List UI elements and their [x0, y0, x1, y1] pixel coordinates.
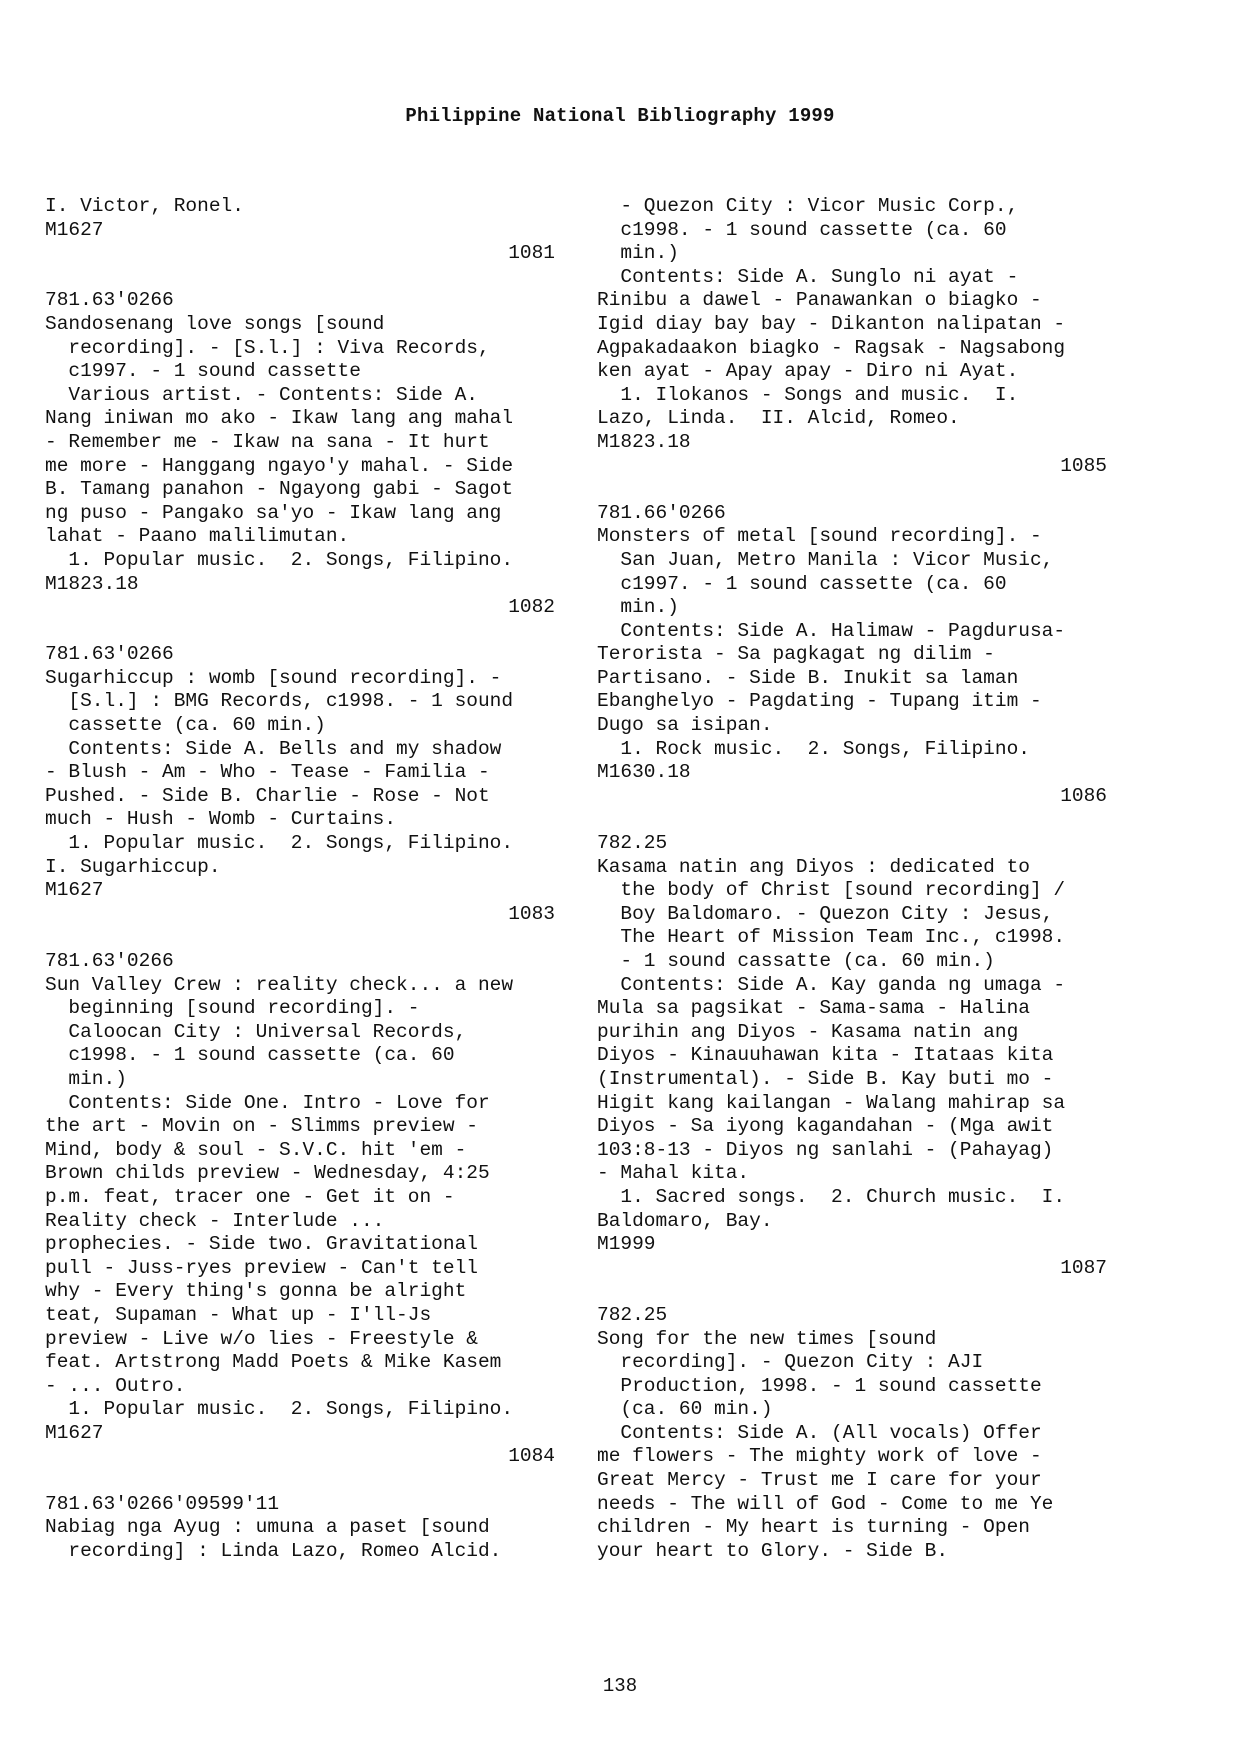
text-line: - Mahal kita. [597, 1162, 750, 1185]
text-line: Partisano. - Side B. Inukit sa laman [597, 666, 1019, 689]
text-line: min.) [597, 242, 679, 265]
text-line: recording]. - Quezon City : AJI [597, 1351, 984, 1374]
text-line: Boy Baldomaro. - Quezon City : Jesus, [597, 902, 1054, 925]
text-line: Contents: Side A. Kay ganda ng umaga - [597, 973, 1066, 996]
text-line: M1627 [45, 879, 104, 902]
entry-number: 1081 [508, 242, 555, 265]
blank-line [45, 926, 555, 950]
text-line: 782.25 [597, 1303, 668, 1326]
text-line: pull - Juss-ryes preview - Can't tell [45, 1256, 478, 1279]
text-line: Pushed. - Side B. Charlie - Rose - Not [45, 784, 490, 807]
text-line: - ... Outro. [45, 1374, 186, 1397]
text-line: teat, Supaman - What up - I'll-Js [45, 1303, 432, 1326]
entry-number: 1084 [508, 1445, 555, 1468]
text-line: 781.63'0266'09599'11 [45, 1492, 280, 1515]
text-line: (Instrumental). - Side B. Kay buti mo - [597, 1067, 1054, 1090]
text-line: M1823.18 [45, 572, 139, 595]
text-line: M1627 [45, 1421, 104, 1444]
left-column [45, 195, 555, 1563]
text-line: preview - Live w/o lies - Freestyle & [45, 1327, 478, 1350]
text-line: I. Sugarhiccup. [45, 855, 221, 878]
blank-line [45, 620, 555, 644]
blank-line [597, 808, 1107, 832]
text-line: 1. Rock music. 2. Songs, Filipino. [597, 737, 1030, 760]
text-line: (ca. 60 min.) [597, 1398, 773, 1421]
entry-number: 1085 [1060, 454, 1107, 477]
entry-number: 1087 [1060, 1256, 1107, 1279]
blank-line [597, 478, 1107, 502]
text-line: me more - Hanggang ngayo'y mahal. - Side [45, 454, 514, 477]
text-line: the art - Movin on - Slimms preview - [45, 1115, 478, 1138]
page-number: 138 [602, 1675, 638, 1697]
text-line: The Heart of Mission Team Inc., c1998. [597, 926, 1066, 949]
page-title: Philippine National Bibliography 1999 [405, 105, 835, 127]
text-line: feat. Artstrong Madd Poets & Mike Kasem [45, 1351, 502, 1374]
text-line: Contents: Side A. (All vocals) Offer [597, 1421, 1042, 1444]
text-line: 103:8-13 - Diyos ng sanlahi - (Pahayag) [597, 1138, 1054, 1161]
text-line: Sugarhiccup : womb [sound recording]. - [45, 666, 502, 689]
text-line: recording] : Linda Lazo, Romeo Alcid. [45, 1539, 502, 1562]
text-line: Higit kang kailangan - Walang mahirap sa [597, 1091, 1066, 1114]
entry-number: 1083 [508, 902, 555, 925]
text-line: children - My heart is turning - Open [597, 1516, 1030, 1539]
text-line: M1630.18 [597, 761, 691, 784]
text-line: San Juan, Metro Manila : Vicor Music, [597, 548, 1054, 571]
text-line: Sun Valley Crew : reality check... a new [45, 973, 514, 996]
text-line: needs - The will of God - Come to me Ye [597, 1492, 1054, 1515]
text-line: ken ayat - Apay apay - Diro ni Ayat. [597, 360, 1019, 383]
text-line: min.) [597, 596, 679, 619]
text-line: Contents: Side A. Sunglo ni ayat - [597, 265, 1019, 288]
text-line: Dugo sa isipan. [597, 714, 773, 737]
text-line: Nang iniwan mo ako - Ikaw lang ang mahal [45, 407, 514, 430]
text-line: Diyos - Sa iyong kagandahan - (Mga awit [597, 1115, 1054, 1138]
text-line: Baldomaro, Bay. [597, 1209, 773, 1232]
text-line: prophecies. - Side two. Gravitational [45, 1233, 478, 1256]
blank-line [45, 266, 555, 290]
text-line: p.m. feat, tracer one - Get it on - [45, 1185, 455, 1208]
text-line: c1997. - 1 sound cassette (ca. 60 [597, 572, 1007, 595]
entry-number: 1082 [508, 596, 555, 619]
text-line: min.) [45, 1067, 127, 1090]
text-line: 781.63'0266 [45, 643, 174, 666]
text-line: Contents: Side A. Bells and my shadow [45, 737, 502, 760]
text-line: me flowers - The mighty work of love - [597, 1445, 1042, 1468]
text-line: Terorista - Sa pagkagat ng dilim - [597, 643, 995, 666]
text-line: - 1 sound cassatte (ca. 60 min.) [597, 950, 995, 972]
text-line: 1. Popular music. 2. Songs, Filipino. [45, 1398, 514, 1421]
text-line: Ebanghelyo - Pagdating - Tupang itim - [597, 690, 1042, 713]
text-line: Great Mercy - Trust me I care for your [597, 1469, 1042, 1492]
text-line: Nabiag nga Ayug : umuna a paset [sound [45, 1516, 490, 1539]
text-line: Contents: Side One. Intro - Love for [45, 1091, 490, 1114]
text-line: B. Tamang panahon - Ngayong gabi - Sagot [45, 478, 514, 501]
text-line: much - Hush - Womb - Curtains. [45, 808, 397, 831]
text-line: recording]. - [S.l.] : Viva Records, [45, 336, 490, 359]
text-line: Mind, body & soul - S.V.C. hit 'em - [45, 1138, 467, 1161]
text-line: - Blush - Am - Who - Tease - Familia - [45, 761, 490, 784]
text-line: 781.66'0266 [597, 501, 726, 524]
text-line: Sandosenang love songs [sound [45, 312, 385, 335]
text-line: Reality check - Interlude ... [45, 1209, 385, 1232]
text-line: 1. Popular music. 2. Songs, Filipino. [45, 832, 514, 855]
text-line: Mula sa pagsikat - Sama-sama - Halina [597, 997, 1030, 1020]
text-line: I. Victor, Ronel. [45, 195, 244, 217]
text-line: Various artist. - Contents: Side A. [45, 383, 478, 406]
right-column [597, 195, 1107, 1563]
text-line: purihin ang Diyos - Kasama natin ang [597, 1020, 1019, 1043]
text-line: the body of Christ [sound recording] / [597, 879, 1066, 902]
text-line: Kasama natin ang Diyos : dedicated to [597, 855, 1030, 878]
text-line: Agpakadaakon biagko - Ragsak - Nagsabong [597, 336, 1066, 359]
text-line: [S.l.] : BMG Records, c1998. - 1 sound [45, 690, 514, 713]
text-line: why - Every thing's gonna be alright [45, 1280, 467, 1303]
text-line: - Quezon City : Vicor Music Corp., [597, 195, 1019, 217]
entry-number: 1086 [1060, 784, 1107, 807]
text-line: Lazo, Linda. II. Alcid, Romeo. [597, 407, 960, 430]
text-line: Brown childs preview - Wednesday, 4:25 [45, 1162, 490, 1185]
text-line: 781.63'0266 [45, 289, 174, 312]
text-line: Monsters of metal [sound recording]. - [597, 525, 1042, 548]
text-line: c1998. - 1 sound cassette (ca. 60 [45, 1044, 455, 1067]
blank-line [597, 1280, 1107, 1304]
text-line: your heart to Glory. - Side B. [597, 1539, 949, 1562]
text-line: Caloocan City : Universal Records, [45, 1020, 467, 1043]
text-line: Igid diay bay bay - Dikanton nalipatan - [597, 312, 1066, 335]
text-line: - Remember me - Ikaw na sana - It hurt [45, 430, 490, 453]
text-line: 782.25 [597, 832, 668, 855]
text-line: 1. Sacred songs. 2. Church music. I. [597, 1185, 1066, 1208]
text-line: Production, 1998. - 1 sound cassette [597, 1374, 1042, 1397]
text-line: M1823.18 [597, 430, 691, 453]
text-line: 1. Ilokanos - Songs and music. I. [597, 383, 1019, 406]
text-line: beginning [sound recording]. - [45, 997, 420, 1020]
text-line: Rinibu a dawel - Panawankan o biagko - [597, 289, 1042, 312]
text-line: c1997. - 1 sound cassette [45, 360, 361, 383]
text-line: lahat - Paano malilimutan. [45, 525, 350, 548]
blank-line [45, 1469, 555, 1493]
text-line: M1627 [45, 218, 104, 241]
text-line: cassette (ca. 60 min.) [45, 714, 326, 737]
text-line: Song for the new times [sound [597, 1327, 937, 1350]
text-line: Diyos - Kinauuhawan kita - Itataas kita [597, 1044, 1054, 1067]
text-line: 781.63'0266 [45, 950, 174, 972]
text-line: 1. Popular music. 2. Songs, Filipino. [45, 548, 514, 571]
text-line: c1998. - 1 sound cassette (ca. 60 [597, 218, 1007, 241]
text-line: M1999 [597, 1233, 656, 1256]
text-line: Contents: Side A. Halimaw - Pagdurusa- [597, 619, 1066, 642]
text-line: ng puso - Pangako sa'yo - Ikaw lang ang [45, 501, 502, 524]
